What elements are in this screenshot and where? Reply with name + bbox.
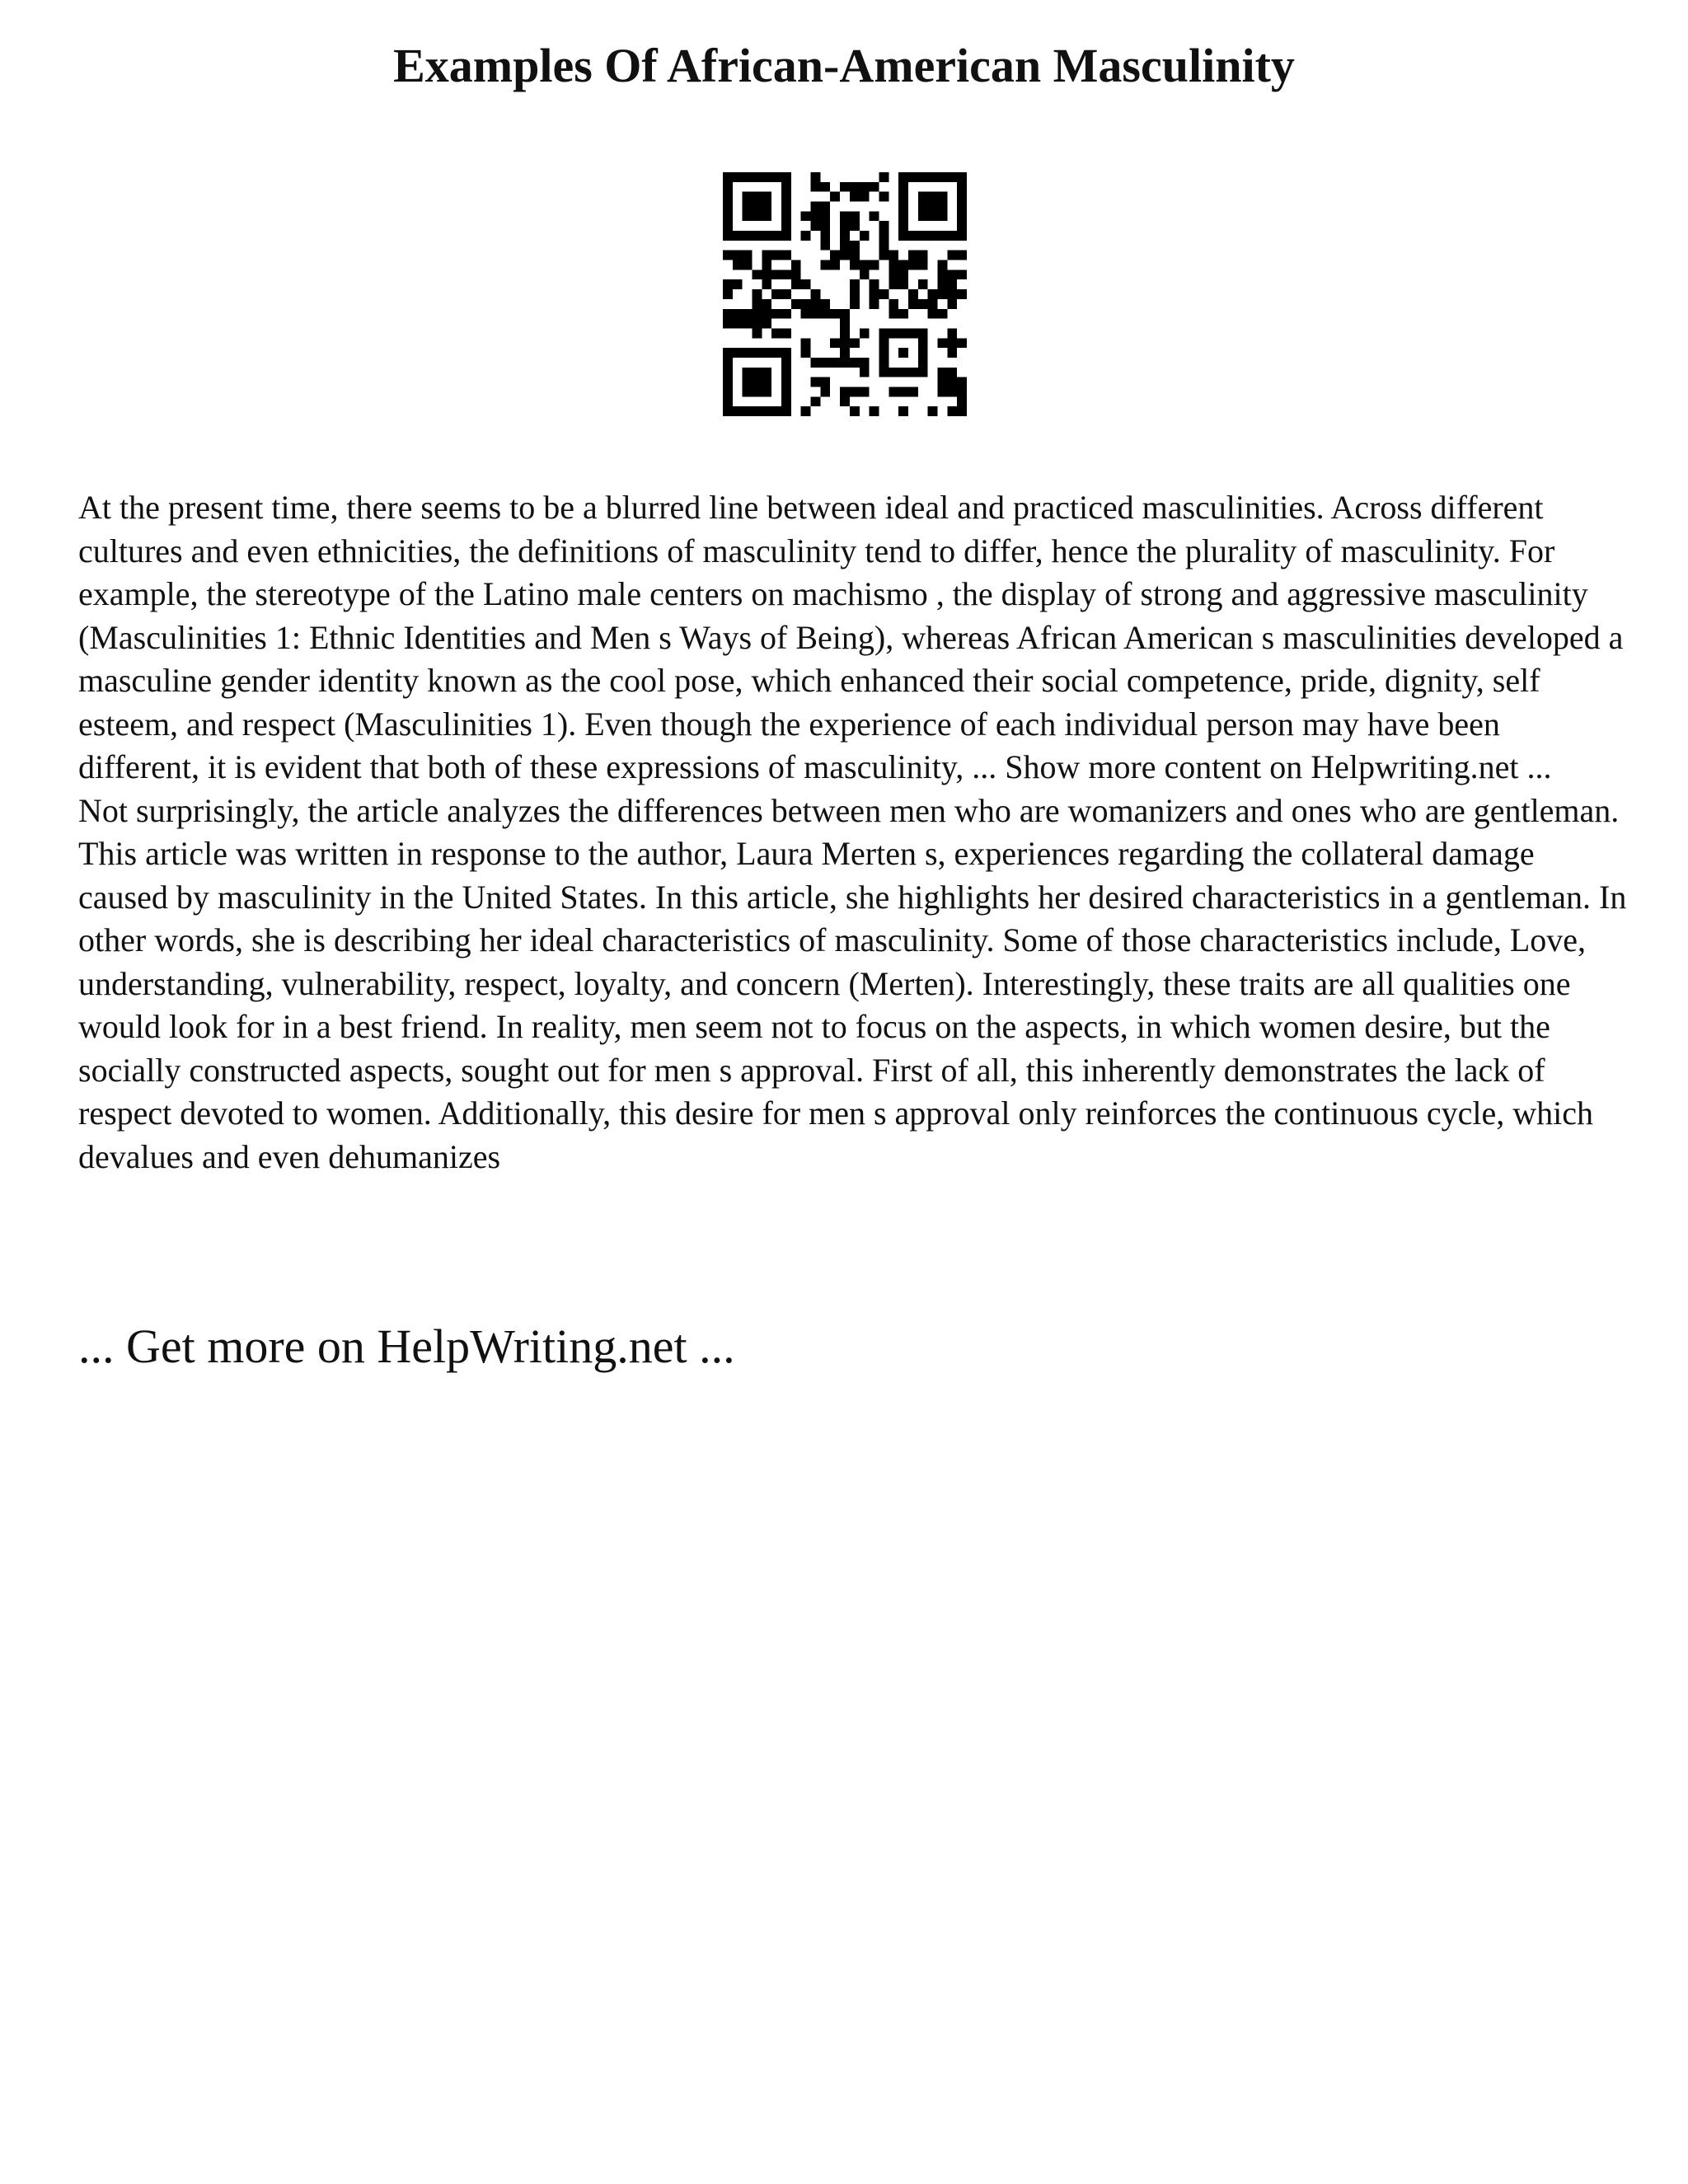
get-more-link[interactable]: ... Get more on HelpWriting.net ...	[78, 1319, 735, 1373]
qr-code-icon	[723, 172, 967, 416]
document-title: Examples Of African-American Masculinity	[393, 39, 1295, 92]
article-body	[78, 486, 1628, 1179]
paragraph-1: At the present time, there seems to be a blurred line between ideal and practiced masculinities. Across different cultures and even ethnicities, the definitions of masculinity tend to differ, hence the plurality of masculinity. For example, the stereotype of the Latino male centers on machismo , the display of strong and aggressive masculinity (Masculinities 1: Ethnic Identities and Men s Ways of Being), whereas African American s masculinities developed a masculine gender identity known as the cool pose, which enhanced their social competence, pride, dignity, self esteem, and respect (Masculinities 1). Even though the experience of each individual person may have been different, it is evident that both of these expressions of masculinity, ... Show more content on Helpwriting.net ...	[78, 489, 1624, 785]
paragraph-2: Not surprisingly, the article analyzes the differences between men who are womanizers and ones who are gentleman. This article was written in response to the author, Laura Merten s, experiences regarding the collateral damage caused by masculinity in the United States. In this article, she highlights her desired characteristics in a gentleman. In other words, she is describing her ideal characteristics of masculinity. Some of those characteristics include, Love, understanding, vulnerability, respect, loyalty, and concern (Merten). Interestingly, these traits are all qualities one would look for in a best friend. In reality, men seem not to focus on the aspects, in which women desire, but the socially constructed aspects, sought out for men s approval. First of all, this inherently demonstrates the lack of respect devoted to women. Additionally, this desire for men s approval only reinforces the continuous cycle, which devalues and even dehumanizes	[78, 791, 1627, 1175]
